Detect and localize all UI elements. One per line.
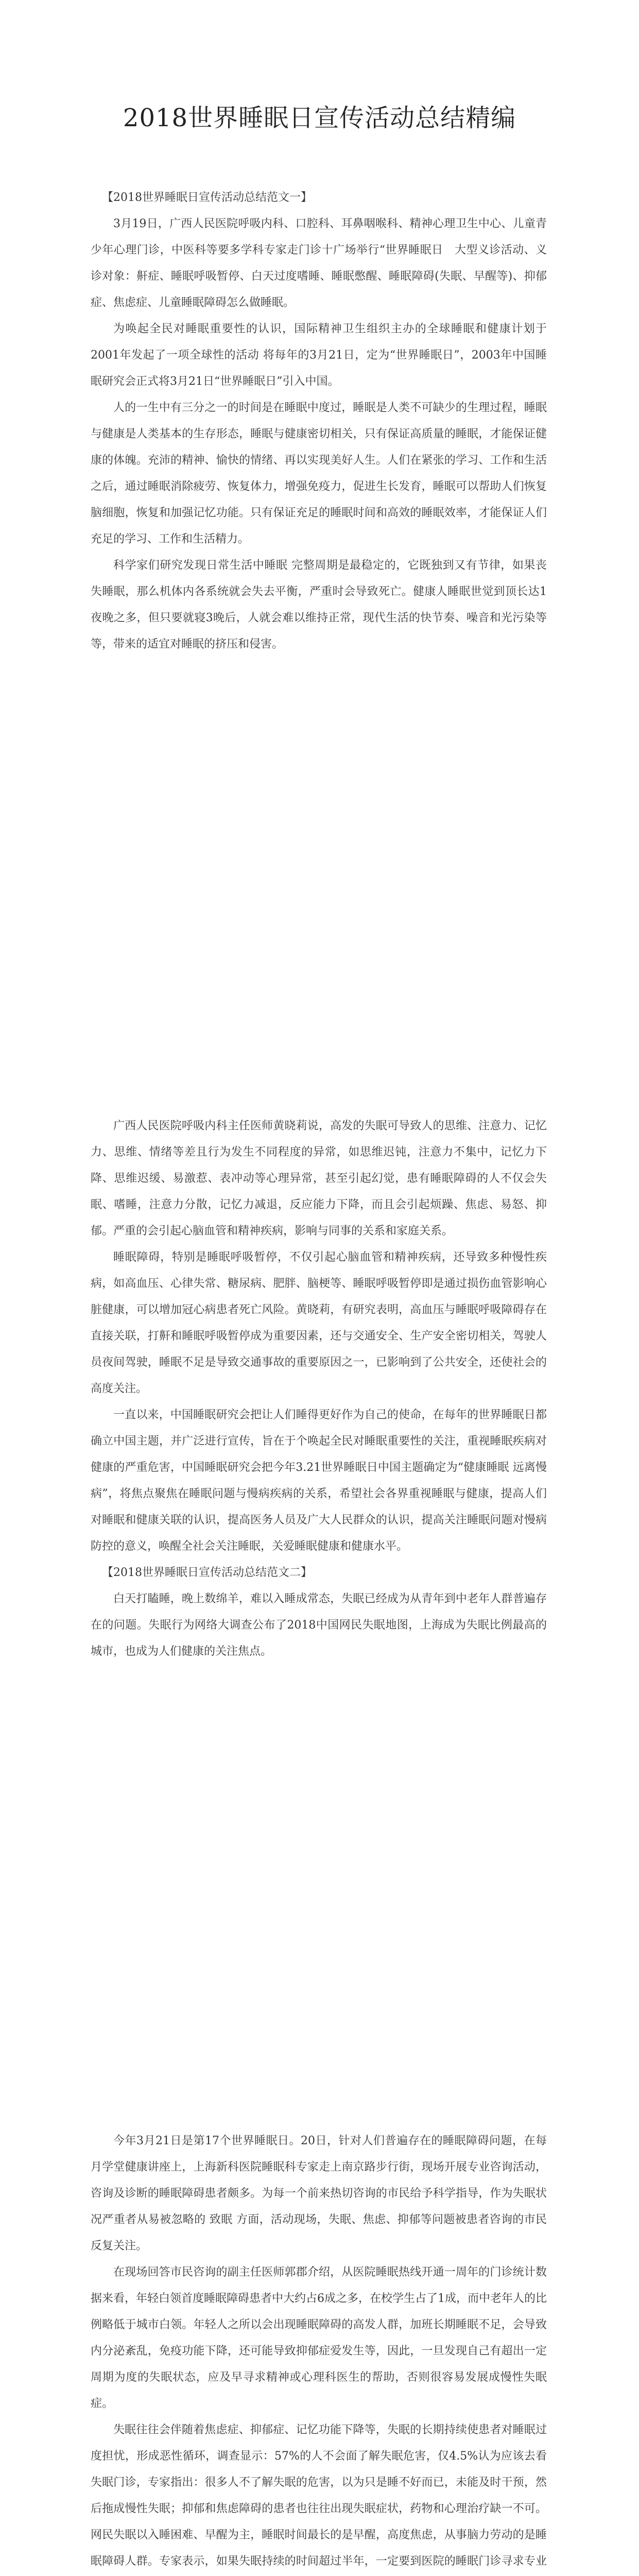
paragraph: 为唤起全民对睡眠重要性的认识，国际精神卫生组织主办的全球睡眠和健康计划于2001年发起了一项全球性的活动 将每年的3月21日，定为“世界睡眠日”，2003年中国睡眠研究会正式将3月21日“世界睡眠日”引入中国。 xyxy=(91,323,547,388)
paragraph: 广西人民医院呼吸内科主任医师黄晓莉说，高发的失眠可导致人的思维、注意力、记忆力、思维、情绪等差且行为发生不同程度的异常，如思维迟钝，注意力不集中，记忆力下降、思维迟缓、易激惹、表冲动等心理异常，甚至引起幻觉，患有睡眠障碍的人不仅会失眠、嗜睡，注意力分散，记忆力减退，反应能力下降，而且会引起烦躁、焦虑、易怒、抑郁。严重的会引起心脑血管和精神疾病，影响与同事的关系和家庭关系。 xyxy=(91,1120,547,1238)
paragraph: 白天打瞌睡，晚上数绵羊，难以入睡成常态，失眠已经成为从青年到中老年人群普遍存在的问题。失眠行为网络大调查公布了2018中国网民失眠地图，上海成为失眠比例最高的城市，也成为人们健康的关注焦点。 xyxy=(91,1592,547,1658)
paragraph: 在现场回答市民咨询的副主任医师郭郡介绍，从医院睡眠热线开通一周年的门诊统计数据来看，年轻白领首度睡眠障碍患者中大约占6成之多，在校学生占了1成，而中老年人的比例略低于城市白领。年轻人之所以会出现睡眠障碍的高发人群，加班长期睡眠不足，会导致内分泌紊乱，免疫功能下降，还可能导致抑郁症爱发生等，因此，一旦发现自己有超出一定周期为度的失眠状态，应及早寻求精神或心理科医生的帮助，否则很容易发展成慢性失眠症。 xyxy=(91,2266,547,2410)
paragraph: 睡眠障碍，特别是睡眠呼吸暂停，不仅引起心脑血管和精神疾病，还导致多种慢性疾病，如高血压、心律失常、糖尿病、肥胖、脑梗等、睡眠呼吸暂停即是通过损伤血管影响心脏健康，可以增加冠心病患者死亡风险。黄晓莉，有研究表明，高血压与睡眠呼吸障碍存在直接关联，打鼾和睡眠呼吸暂停成为重要因素，还与交通安全、生产安全密切相关，驾驶人员夜间驾驶，睡眠不足是导致交通事故的重要原因之一，已影响到了公共安全，还使社会的高度关注。 xyxy=(91,1251,547,1395)
section-heading: 【2018世界睡眠日宣传活动总结范文一】 xyxy=(102,191,312,204)
document-title: 2018世界睡眠日宣传活动总结精编 xyxy=(123,104,516,132)
paragraph: 人的一生中有三分之一的时间是在睡眠中度过，睡眠是人类不可缺少的生理过程，睡眠与健康是人类基本的生存形态，睡眠与健康密切相关，只有保证高质量的睡眠，才能保证健康的体魄。充沛的精神、愉快的情绪、再以实现美好人生。人们在紧张的学习、工作和生活之后，通过睡眠消除疲劳、恢复体力，增强免疫力，促进生长发育，睡眠可以帮助人们恢复脑细胞，恢复和加强记忆功能。只有保证充足的睡眠时间和高效的睡眠效率，才能保证人们充足的学习、工作和生活精力。 xyxy=(91,401,547,546)
paragraph: 3月19日，广西人民医院呼吸内科、口腔科、耳鼻咽喉科、精神心理卫生中心、儿童青少年心理门诊，中医科等要多学科专家走门诊十广场举行“世界睡眠日 大型义诊活动、义诊对象：鼾症、睡眠呼吸暂停、白天过度嗜睡、睡眠憋醒、睡眠障碍(失眠、早醒等)、抑郁症、焦虑症、儿童睡眠障碍怎么做睡眠。 xyxy=(91,217,547,309)
text-section-3 xyxy=(91,2128,547,2576)
paragraph: 科学家们研究发现日常生活中睡眠 完整周期是最稳定的，它既独到又有节律，如果丧失睡眠，那么机体内各系统就会失去平衡，严重时会导致死亡。健康人睡眠世觉到顶长达1夜晚之多，但只要就寝3晚后，人就会难以维持正常，现代生活的快节奏、噪音和光污染等等，带来的适宜对睡眠的挤压和侵害。 xyxy=(91,559,547,651)
paragraph: 今年3月21日是第17个世界睡眠日。20日，针对人们普遍存在的睡眠障碍问题，在每月学堂健康讲座上，上海新科医院睡眠科专家走上南京路步行街，现场开展专业咨询活动，咨询及诊断的睡眠障碍患者颇多。为每一个前来热切咨询的市民给予科学指导，作为失眠状况严重者从易被忽略的 致眠 方面，活动现场，失眠、焦虑、抑郁等问题被患者咨询的市民反复关注。 xyxy=(91,2134,547,2252)
paragraph: 一直以来，中国睡眠研究会把让人们睡得更好作为自己的使命，在每年的世界睡眠日都确立中国主题，并广泛进行宣传，旨在于个唤起全民对睡眠重要性的关注，重视睡眠疾病对健康的严重危害，中国睡眠研究会把今年3.21世界睡眠日中国主题确定为“健康睡眠 远离慢病”，将焦点聚焦在睡眠问题与慢病疾病的关系，希望社会各界重视睡眠与健康，提高人们对睡眠和健康关联的认识，提高医务人员及广大人民群众的认识，提高关注睡眠问题对慢病防控的意义，唤醒全社会关注睡眠，关爱睡眠健康和健康水平。 xyxy=(91,1409,547,1553)
paragraph: 失眠往往会伴随着焦虑症、抑郁症、记忆功能下降等，失眠的长期持续使患者对睡眠过度担忧，形成恶性循环，调查显示：57%的人不会面了解失眠危害，仅4.5%认为应该去看失眠门诊，专家指出：很多人不了解失眠的危害，以为只是睡不好而已，未能及时干预，然后拖成慢性失眠；抑郁和焦虑障碍的患者也往往出现失眠症状，药物和心理治疗缺一不可。网民失眠以入睡困难、早醒为主，睡眠时间最长的是早醒，高度焦虑，从事脑力劳动的是睡眠障碍人群。专家表示，如果失眠持续的时间超过半年，一定要到医院的睡眠门诊寻求专业 xyxy=(91,2424,547,2568)
text-section-1 xyxy=(91,184,547,657)
section-heading: 【2018世界睡眠日宣传活动总结范文二】 xyxy=(102,1566,312,1579)
text-section-2 xyxy=(91,1113,547,1665)
